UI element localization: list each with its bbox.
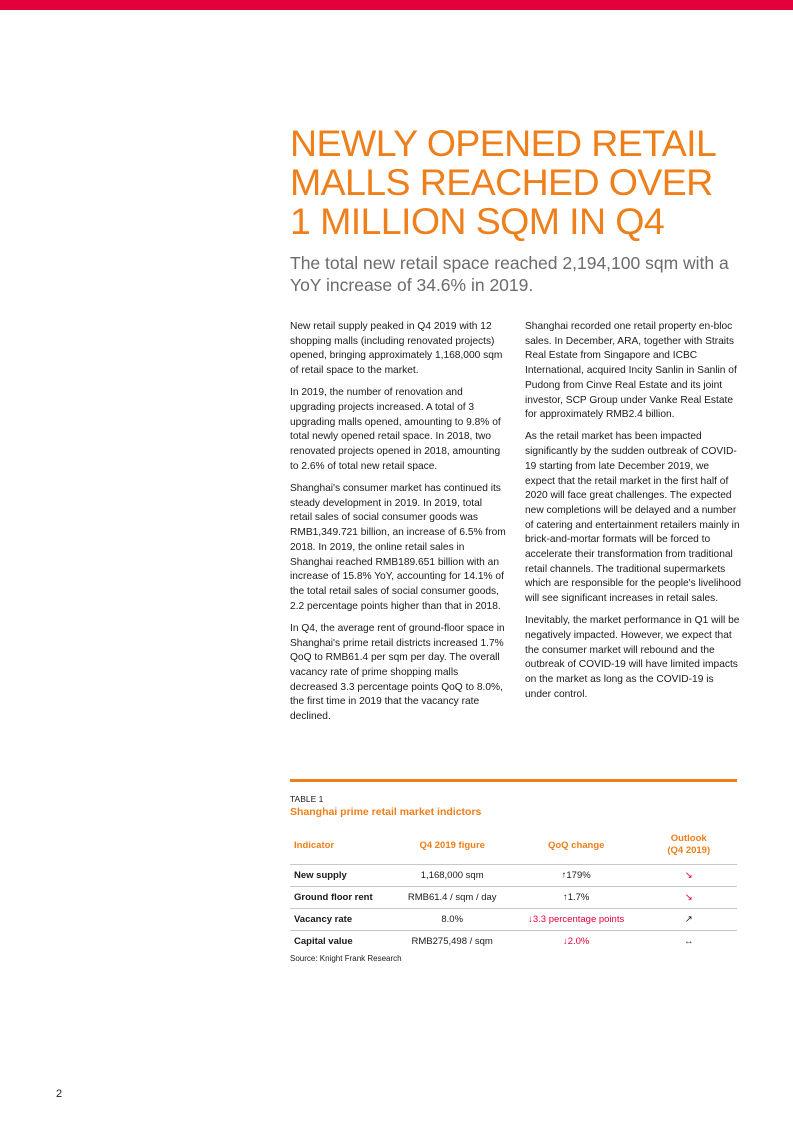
outlook-arrow-icon: ↔ — [640, 931, 737, 953]
table-top-rule — [290, 779, 737, 782]
page-title: NEWLY OPENED RETAIL MALLS REACHED OVER 1 MILLION SQM IN Q4 — [290, 122, 717, 242]
cell-indicator: New supply — [290, 865, 393, 887]
header-change: QoQ change — [547, 839, 605, 851]
cell-figure: 1,168,000 sqm — [393, 865, 512, 887]
table-row — [290, 931, 737, 953]
cell-indicator: Capital value — [290, 931, 393, 953]
table-header-row — [290, 826, 737, 865]
paragraph: As the retail market has been impacted significantly by the sudden outbreak of COVID-19 starting from late December 2019, we expect that the retail market in the first half of 2020 will face great challenges. The expected new completions will be delayed and a number of catering and entertainment retailers mainly in brick-and-mortar formats will be forced to accelerate their transformation from traditional retail channels. The traditional supermarkets which are responsible for the people's livelihood will see significant increases in retail sales. — [525, 431, 742, 605]
table-row — [290, 909, 737, 931]
header-figure: Q4 2019 figure — [419, 839, 485, 851]
market-indicators-table — [290, 826, 737, 952]
cell-figure: RMB61.4 / sqm / day — [393, 887, 512, 909]
table-source: Source: Knight Frank Research — [290, 954, 402, 963]
table-label: TABLE 1 — [290, 794, 324, 804]
cell-indicator: Ground floor rent — [290, 887, 393, 909]
body-column-left — [290, 320, 506, 732]
paragraph: Shanghai's consumer market has continued its steady development in 2019. In 2019, total retail sales of social consumer goods was RMB1,349.721 billion, an increase of 6.5% from 2018. In 2019, the online retail sales in Shanghai reached RMB189.651 billion with an increase of 15.8% YoY, accounting for 14.1% of the total retail sales of social consumer goods, 2.2 percentage points higher than that in 2018. — [290, 483, 506, 612]
paragraph: Inevitably, the market performance in Q1 will be negatively impacted. However, we expect that the consumer market will rebound and the outbreak of COVID-19 will have limited impacts on the market as long as the COVID-19 is under control. — [525, 615, 740, 700]
page-number: 2 — [56, 1088, 63, 1100]
cell-change: ↓2.0% — [512, 931, 641, 953]
table-title: Shanghai prime retail market indictors — [290, 806, 482, 818]
outlook-arrow-icon: ↗ — [640, 909, 737, 931]
paragraph: Shanghai recorded one retail property en-bloc sales. In December, ARA, together with Straits Real Estate from Singapore and ICBC International, acquired Incity Sanlin in Sanlin of Pudong from Cinve Real Estate and its joint investor, SCP Group under Vanke Real Estate for approximately RMB2.4 billion. — [525, 321, 737, 421]
top-accent-bar — [0, 0, 793, 10]
paragraph: In 2019, the number of renovation and upgrading projects increased. A total of 3 upgrading malls opened, amounting to 9.8% of total newly opened retail space. In 2018, two renovated projects opened in 2018, amounting to 2.6% of total new retail space. — [290, 387, 501, 472]
body-column-right — [525, 320, 741, 710]
cell-change: ↑179% — [512, 865, 641, 887]
header-indicator: Indicator — [294, 839, 335, 851]
cell-figure: 8.0% — [393, 909, 512, 931]
cell-change: ↑1.7% — [512, 887, 641, 909]
outlook-arrow-icon: ↘ — [640, 887, 737, 909]
page-subtitle: The total new retail space reached 2,194,100 sqm with a YoY increase of 34.6% in 2019. — [290, 253, 729, 295]
table-row — [290, 865, 737, 887]
cell-indicator: Vacancy rate — [290, 909, 393, 931]
header-outlook: Outlook (Q4 2019) — [667, 833, 711, 856]
table-row — [290, 887, 737, 909]
paragraph: New retail supply peaked in Q4 2019 with 12 shopping malls (including renovated projects) opened, bringing approximately 1,168,000 sqm of retail space to the market. — [290, 321, 503, 377]
paragraph: In Q4, the average rent of ground-floor space in Shanghai's prime retail districts increased 1.7% QoQ to RMB61.4 per sqm per day. The overall vacancy rate of prime shopping malls decreased 3.3 percentage points QoQ to 8.0%, the first time in 2019 that the vacancy rate declined. — [290, 622, 505, 723]
cell-figure: RMB275,498 / sqm — [393, 931, 512, 953]
cell-change: ↓3.3 percentage points — [512, 909, 641, 931]
outlook-arrow-icon: ↘ — [640, 865, 737, 887]
